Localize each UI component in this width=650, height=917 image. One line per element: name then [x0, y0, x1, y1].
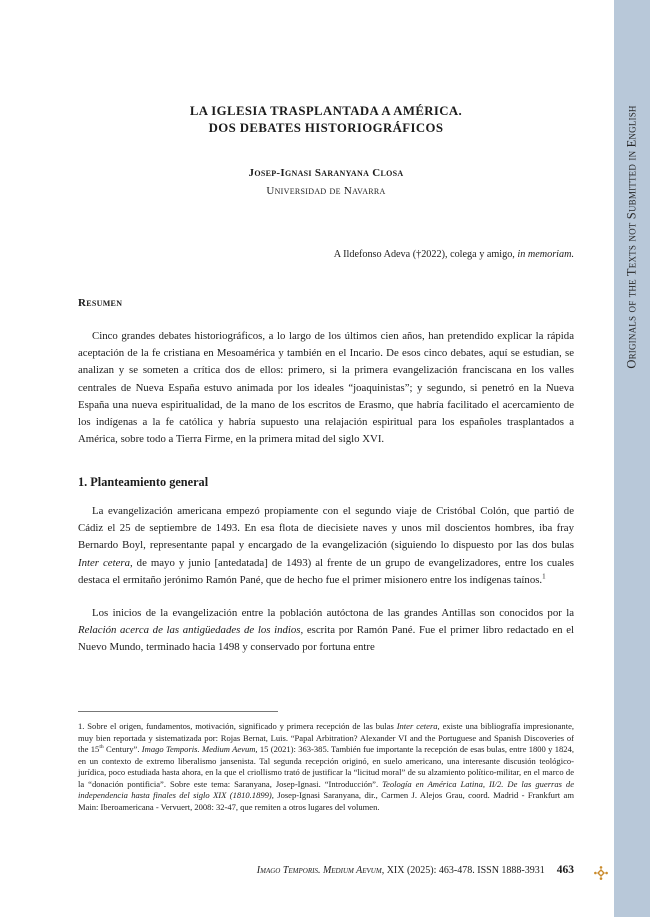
footer-journal: Imago Temporis. Medium Aevum, — [256, 865, 385, 876]
footnote-ref-1[interactable]: 1 — [542, 572, 546, 581]
fn-text-a: 1. Sobre el origen, fundamentos, motivación, significado y primera recepción de las bulas — [78, 721, 397, 731]
para1-text-a: La evangelización americana empezó propiamente con el segundo viaje de Cristóbal Colón, que partió de Cádiz el 25 de septiembre de 1493. En esa flota de diecisiete naves y unos mil doscientos hombres, iba fray Bernardo Boyl, representante papal y encargado de la evangelización (siguiendo lo dispuesto por las dos bulas — [78, 505, 574, 552]
dedication — [334, 249, 574, 260]
fn-italic-2: Imago Temporis. Medium Aevum, — [141, 744, 258, 754]
body-paragraph-1 — [78, 503, 574, 589]
footnote-divider — [78, 711, 278, 712]
page-number: 463 — [556, 864, 574, 876]
fn-italic-3: Teología en América Latina, II/2. De las guerras de independencia hasta finales del siglo XIX (1810.1899), — [78, 778, 574, 800]
para2-italic: Relación acerca de las antigüedades de los indios, — [78, 624, 304, 637]
author-affiliation: Universidad de Navarra — [266, 185, 386, 197]
journal-logo-icon — [594, 866, 608, 880]
dedication-text: A Ildefonso Adeva (†2022), colega y amigo, — [333, 249, 518, 260]
dedication-italic: in memoriam. — [517, 249, 574, 260]
fn-superscript: th — [99, 744, 104, 751]
para1-italic: Inter cetera, — [78, 556, 133, 569]
body-paragraph-2 — [78, 605, 574, 657]
abstract-text: Cinco grandes debates historiográficos, a lo largo de los últimos cien años, han pretendido explicar la rápida aceptación de la fe cristiana en Mesoamérica y también en el Incario. De esos cinco debates, aquí se estudian, se analizan y se someten a crítica dos de ellos: primero, si la primera evangelización franciscana en los valles centrales de Nueva España estuvo animada por los ideales “joaquinistas”; y segundo, si penetró en la Nueva España una nueva espiritualidad, de la mano de los escritos de Erasmo, que habría facilitado el acercamiento de los indígenas a la fe católica y habría supuesto una relajación espiritual para los españoles trasplantados a América, sobre todo a Tierra Firme, en la primera mitad del siglo XVI. — [78, 330, 574, 446]
fn-text-d: 15 (2021): 363-385. También fue importante la recepción de esas bulas, entre 1800 y 1824, en un contexto de extremo liberalismo jansenista. Tal segunda recepción originó, en suelo americano, una interesante discusión teológico-jurídica, poco estudiada hasta ahora, en la que el criollismo trató de justificar la “licitud moral” de su alzamiento político-militar, en el marco de la “donación pontificia”. Sobre este tema: Saranyana, Josep-Ignasi. “Introducción”. — [78, 744, 574, 789]
para2-text-b: escrita por Ramón Pané. Fue el primer libro redactado en el Nuevo Mundo, terminado hacia 1498 y conservado por fortuna entre — [78, 624, 575, 654]
title-line-1: LA IGLESIA TRASPLANTADA A AMÉRICA. — [189, 104, 463, 118]
footer-details: XIX (2025): 463-478. ISSN 1888-3931 — [384, 865, 545, 876]
article-title — [78, 103, 574, 137]
title-line-2: DOS DEBATES HISTORIOGRÁFICOS — [208, 121, 444, 135]
fn-text-b: existe una bibliografía impresionante, muy bien reportada y sistematizada por: Rojas Bernat, Luis. “Papal Arbitration? Alexander VI and the Portuguese and Spanish Discoveries of the 15 — [78, 721, 574, 754]
section-heading: 1. Planteamiento general — [78, 475, 209, 489]
para2-text-a: Los inicios de la evangelización entre la población autóctona de las grandes Antillas son conocidos por la — [92, 607, 574, 619]
author-name: Josep-Ignasi Saranyana Closa — [248, 167, 404, 179]
page-footer — [78, 864, 574, 876]
para1-text-b: de mayo y junio [antedatada] de 1493) al frente de un grupo de evangelizadores, entre los cuales destaca el ermitaño jerónimo Ramón Pané, que de hecho fue el primer misionero entre los indígenas taínos. — [78, 556, 574, 586]
abstract-heading: Resumen — [78, 297, 123, 309]
sidebar-label: Originals of the Texts not Submitted in English — [624, 105, 639, 369]
fn-text-e: Josep-Ignasi Saranyana, dir., Carmen J. Alejos Grau, coord. Madrid - Frankfurt am Main: Iberoamericana - Vervuert, 2008: 32-47, que remiten a otros lugares del volumen. — [78, 790, 574, 812]
fn-italic-1: Inter cetera, — [396, 721, 440, 731]
footnote-1 — [78, 721, 574, 813]
fn-text-c: Century”. — [103, 744, 142, 754]
